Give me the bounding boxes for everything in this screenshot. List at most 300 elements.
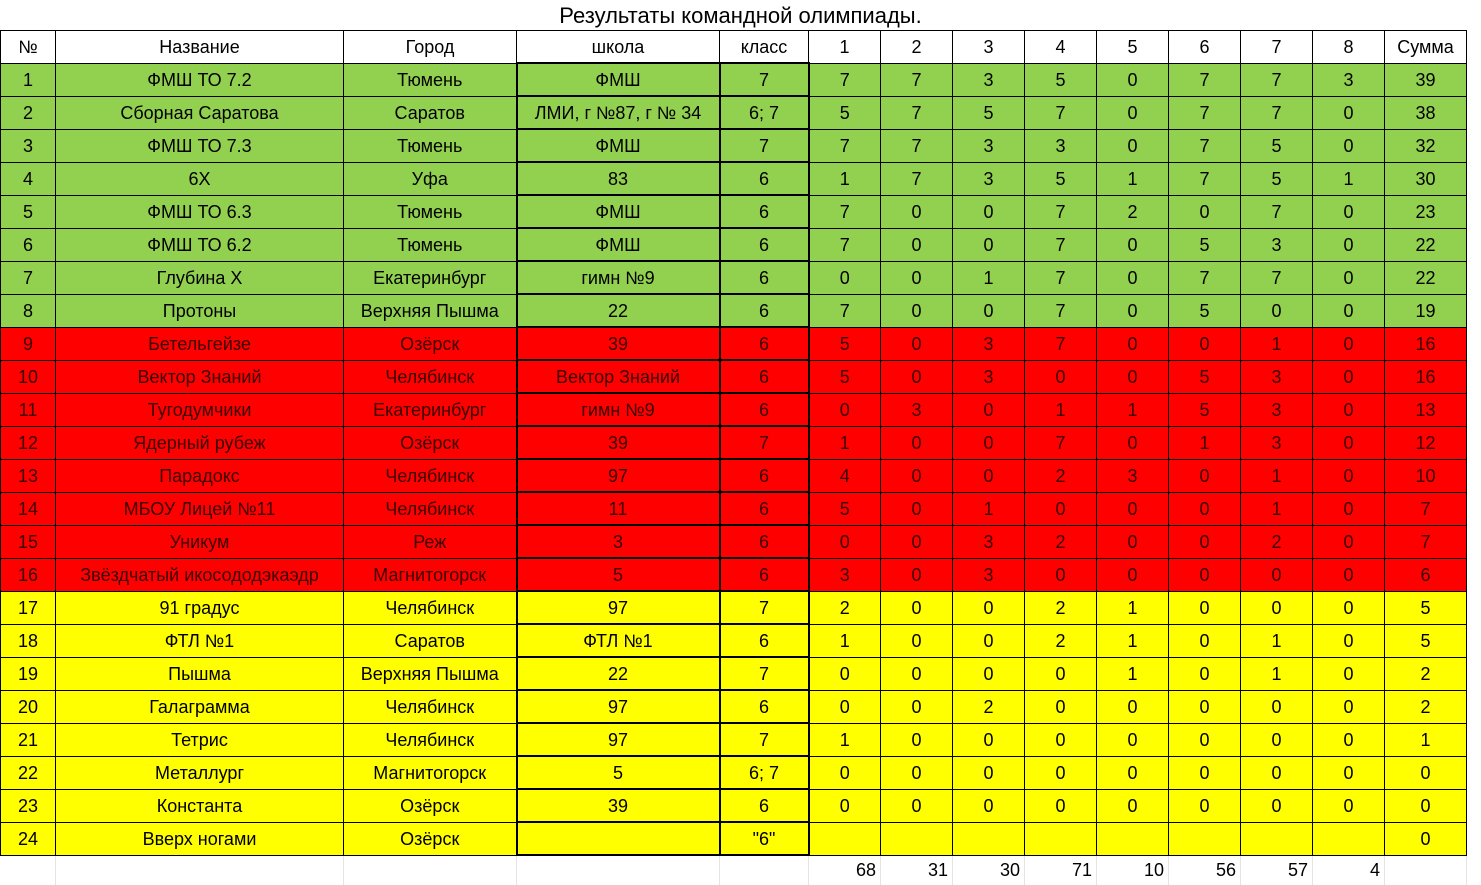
score-cell[interactable]: 7 bbox=[881, 162, 953, 195]
school-cell[interactable]: 11 bbox=[517, 492, 720, 525]
score-cell[interactable]: 0 bbox=[881, 558, 953, 591]
team-name-cell[interactable]: ФТЛ №1 bbox=[56, 624, 344, 657]
city-cell[interactable]: Челябинск bbox=[344, 492, 517, 525]
score-cell[interactable]: 0 bbox=[1241, 558, 1313, 591]
empty-cell[interactable] bbox=[720, 855, 809, 885]
grade-cell[interactable]: 6 bbox=[720, 261, 809, 294]
header-cell[interactable]: Сумма bbox=[1385, 31, 1467, 64]
sum-cell[interactable]: 0 bbox=[1385, 756, 1467, 789]
score-cell[interactable]: 3 bbox=[953, 129, 1025, 162]
score-cell[interactable]: 3 bbox=[1097, 459, 1169, 492]
city-cell[interactable]: Тюмень bbox=[344, 63, 517, 96]
header-cell[interactable]: класс bbox=[720, 31, 809, 64]
score-cell[interactable]: 0 bbox=[809, 393, 881, 426]
score-cell[interactable]: 0 bbox=[1313, 261, 1385, 294]
score-cell[interactable]: 0 bbox=[1313, 195, 1385, 228]
score-cell[interactable]: 0 bbox=[1169, 789, 1241, 822]
score-cell[interactable]: 0 bbox=[1313, 360, 1385, 393]
row-number-cell[interactable]: 6 bbox=[1, 228, 56, 261]
city-cell[interactable]: Челябинск bbox=[344, 690, 517, 723]
team-name-cell[interactable]: Протоны bbox=[56, 294, 344, 327]
team-name-cell[interactable]: Уникум bbox=[56, 525, 344, 558]
score-cell[interactable]: 0 bbox=[1313, 525, 1385, 558]
city-cell[interactable]: Озёрск bbox=[344, 822, 517, 855]
row-number-cell[interactable]: 19 bbox=[1, 657, 56, 690]
header-cell[interactable]: 6 bbox=[1169, 31, 1241, 64]
score-cell[interactable]: 1 bbox=[809, 723, 881, 756]
score-cell[interactable]: 0 bbox=[1097, 228, 1169, 261]
score-cell[interactable]: 0 bbox=[1025, 657, 1097, 690]
grade-cell[interactable]: 6 bbox=[720, 558, 809, 591]
score-cell[interactable]: 5 bbox=[1025, 63, 1097, 96]
score-cell[interactable]: 3 bbox=[953, 558, 1025, 591]
header-cell[interactable]: 1 bbox=[809, 31, 881, 64]
sum-cell[interactable]: 22 bbox=[1385, 261, 1467, 294]
school-cell[interactable]: ФМШ bbox=[517, 129, 720, 162]
team-name-cell[interactable]: Глубина Х bbox=[56, 261, 344, 294]
score-cell[interactable]: 3 bbox=[881, 393, 953, 426]
score-cell[interactable]: 7 bbox=[881, 63, 953, 96]
grade-cell[interactable]: 6 bbox=[720, 624, 809, 657]
city-cell[interactable]: Челябинск bbox=[344, 459, 517, 492]
row-number-cell[interactable]: 3 bbox=[1, 129, 56, 162]
city-cell[interactable]: Магнитогорск bbox=[344, 558, 517, 591]
score-cell[interactable]: 7 bbox=[1241, 261, 1313, 294]
sum-cell[interactable]: 16 bbox=[1385, 327, 1467, 360]
team-name-cell[interactable]: Звёздчатый икосододэкаэдр bbox=[56, 558, 344, 591]
row-number-cell[interactable]: 9 bbox=[1, 327, 56, 360]
score-cell[interactable]: 0 bbox=[1313, 657, 1385, 690]
school-cell[interactable]: 22 bbox=[517, 294, 720, 327]
score-cell[interactable]: 0 bbox=[1313, 294, 1385, 327]
score-cell[interactable]: 0 bbox=[953, 195, 1025, 228]
score-cell[interactable]: 0 bbox=[1025, 789, 1097, 822]
score-cell[interactable]: 7 bbox=[809, 228, 881, 261]
score-cell[interactable]: 0 bbox=[1241, 756, 1313, 789]
team-name-cell[interactable]: 91 градус bbox=[56, 591, 344, 624]
score-cell[interactable]: 7 bbox=[1241, 96, 1313, 129]
score-cell[interactable]: 1 bbox=[1241, 624, 1313, 657]
score-cell[interactable]: 0 bbox=[1097, 690, 1169, 723]
team-name-cell[interactable]: Металлург bbox=[56, 756, 344, 789]
team-name-cell[interactable]: 6Х bbox=[56, 162, 344, 195]
sum-cell[interactable]: 7 bbox=[1385, 492, 1467, 525]
score-cell[interactable]: 0 bbox=[1241, 294, 1313, 327]
school-cell[interactable]: 5 bbox=[517, 756, 720, 789]
score-cell[interactable]: 1 bbox=[1097, 162, 1169, 195]
score-cell[interactable]: 1 bbox=[1025, 393, 1097, 426]
score-cell[interactable]: 0 bbox=[1097, 96, 1169, 129]
total-cell[interactable]: 31 bbox=[881, 855, 953, 885]
school-cell[interactable] bbox=[517, 822, 720, 855]
score-cell[interactable]: 0 bbox=[881, 789, 953, 822]
sum-cell[interactable]: 38 bbox=[1385, 96, 1467, 129]
team-name-cell[interactable]: Пышма bbox=[56, 657, 344, 690]
sum-cell[interactable]: 23 bbox=[1385, 195, 1467, 228]
score-cell[interactable]: 0 bbox=[881, 723, 953, 756]
score-cell[interactable]: 0 bbox=[1169, 492, 1241, 525]
score-cell[interactable]: 0 bbox=[1025, 690, 1097, 723]
score-cell[interactable]: 7 bbox=[809, 294, 881, 327]
score-cell[interactable]: 3 bbox=[1025, 129, 1097, 162]
city-cell[interactable]: Озёрск bbox=[344, 426, 517, 459]
score-cell[interactable]: 0 bbox=[1313, 624, 1385, 657]
sum-cell[interactable]: 19 bbox=[1385, 294, 1467, 327]
row-number-cell[interactable]: 16 bbox=[1, 558, 56, 591]
score-cell[interactable]: 3 bbox=[809, 558, 881, 591]
score-cell[interactable]: 7 bbox=[1241, 63, 1313, 96]
score-cell[interactable]: 0 bbox=[881, 525, 953, 558]
empty-cell[interactable] bbox=[517, 855, 720, 885]
score-cell[interactable] bbox=[1313, 822, 1385, 855]
grade-cell[interactable]: 6 bbox=[720, 327, 809, 360]
score-cell[interactable]: 0 bbox=[953, 789, 1025, 822]
score-cell[interactable] bbox=[1025, 822, 1097, 855]
total-cell[interactable]: 71 bbox=[1025, 855, 1097, 885]
score-cell[interactable]: 0 bbox=[1313, 558, 1385, 591]
score-cell[interactable]: 0 bbox=[1241, 723, 1313, 756]
score-cell[interactable]: 0 bbox=[881, 591, 953, 624]
sum-cell[interactable]: 2 bbox=[1385, 657, 1467, 690]
score-cell[interactable]: 0 bbox=[881, 459, 953, 492]
score-cell[interactable] bbox=[809, 822, 881, 855]
team-name-cell[interactable]: МБОУ Лицей №11 bbox=[56, 492, 344, 525]
score-cell[interactable]: 5 bbox=[809, 96, 881, 129]
team-name-cell[interactable]: Вектор Знаний bbox=[56, 360, 344, 393]
score-cell[interactable]: 7 bbox=[1025, 228, 1097, 261]
city-cell[interactable]: Магнитогорск bbox=[344, 756, 517, 789]
score-cell[interactable]: 3 bbox=[953, 327, 1025, 360]
header-cell[interactable]: 3 bbox=[953, 31, 1025, 64]
score-cell[interactable]: 0 bbox=[1025, 723, 1097, 756]
score-cell[interactable]: 0 bbox=[1313, 789, 1385, 822]
sum-cell[interactable]: 5 bbox=[1385, 591, 1467, 624]
header-cell[interactable]: школа bbox=[517, 31, 720, 64]
score-cell[interactable]: 0 bbox=[953, 723, 1025, 756]
score-cell[interactable]: 0 bbox=[1313, 723, 1385, 756]
team-name-cell[interactable]: ФМШ ТО 7.3 bbox=[56, 129, 344, 162]
school-cell[interactable]: ФМШ bbox=[517, 195, 720, 228]
grade-cell[interactable]: 6 bbox=[720, 690, 809, 723]
score-cell[interactable]: 0 bbox=[1097, 558, 1169, 591]
row-number-cell[interactable]: 2 bbox=[1, 96, 56, 129]
grade-cell[interactable]: "6" bbox=[720, 822, 809, 855]
score-cell[interactable] bbox=[1097, 822, 1169, 855]
row-number-cell[interactable]: 5 bbox=[1, 195, 56, 228]
school-cell[interactable]: ФТЛ №1 bbox=[517, 624, 720, 657]
score-cell[interactable]: 5 bbox=[809, 327, 881, 360]
score-cell[interactable]: 1 bbox=[1241, 492, 1313, 525]
score-cell[interactable]: 0 bbox=[1025, 360, 1097, 393]
score-cell[interactable]: 0 bbox=[1169, 591, 1241, 624]
school-cell[interactable]: гимн №9 bbox=[517, 393, 720, 426]
team-name-cell[interactable]: Бетельгейзе bbox=[56, 327, 344, 360]
row-number-cell[interactable]: 20 bbox=[1, 690, 56, 723]
grade-cell[interactable]: 6 bbox=[720, 162, 809, 195]
row-number-cell[interactable]: 24 bbox=[1, 822, 56, 855]
header-cell[interactable]: № bbox=[1, 31, 56, 64]
score-cell[interactable]: 1 bbox=[1097, 591, 1169, 624]
empty-cell[interactable] bbox=[1, 855, 56, 885]
sum-cell[interactable]: 22 bbox=[1385, 228, 1467, 261]
score-cell[interactable]: 2 bbox=[1097, 195, 1169, 228]
row-number-cell[interactable]: 18 bbox=[1, 624, 56, 657]
grade-cell[interactable]: 6; 7 bbox=[720, 96, 809, 129]
school-cell[interactable]: 83 bbox=[517, 162, 720, 195]
score-cell[interactable]: 0 bbox=[1097, 294, 1169, 327]
score-cell[interactable]: 7 bbox=[1169, 261, 1241, 294]
total-cell[interactable]: 10 bbox=[1097, 855, 1169, 885]
sum-cell[interactable]: 5 bbox=[1385, 624, 1467, 657]
score-cell[interactable]: 0 bbox=[881, 690, 953, 723]
sum-cell[interactable]: 1 bbox=[1385, 723, 1467, 756]
city-cell[interactable]: Верхняя Пышма bbox=[344, 294, 517, 327]
row-number-cell[interactable]: 11 bbox=[1, 393, 56, 426]
grade-cell[interactable]: 6 bbox=[720, 789, 809, 822]
empty-cell[interactable] bbox=[344, 855, 517, 885]
score-cell[interactable]: 0 bbox=[1313, 756, 1385, 789]
score-cell[interactable]: 0 bbox=[809, 789, 881, 822]
score-cell[interactable]: 3 bbox=[1241, 228, 1313, 261]
sum-cell[interactable]: 6 bbox=[1385, 558, 1467, 591]
row-number-cell[interactable]: 13 bbox=[1, 459, 56, 492]
header-cell[interactable]: 5 bbox=[1097, 31, 1169, 64]
score-cell[interactable]: 7 bbox=[1169, 63, 1241, 96]
score-cell[interactable]: 3 bbox=[1241, 360, 1313, 393]
score-cell[interactable]: 7 bbox=[1025, 294, 1097, 327]
school-cell[interactable]: 3 bbox=[517, 525, 720, 558]
score-cell[interactable]: 5 bbox=[953, 96, 1025, 129]
score-cell[interactable]: 7 bbox=[809, 195, 881, 228]
grade-cell[interactable]: 7 bbox=[720, 63, 809, 96]
score-cell[interactable]: 3 bbox=[1313, 63, 1385, 96]
city-cell[interactable]: Саратов bbox=[344, 624, 517, 657]
city-cell[interactable]: Озёрск bbox=[344, 327, 517, 360]
school-cell[interactable]: 97 bbox=[517, 459, 720, 492]
header-cell[interactable]: 7 bbox=[1241, 31, 1313, 64]
score-cell[interactable]: 1 bbox=[1097, 657, 1169, 690]
score-cell[interactable]: 0 bbox=[1313, 393, 1385, 426]
score-cell[interactable]: 0 bbox=[1169, 657, 1241, 690]
score-cell[interactable] bbox=[881, 822, 953, 855]
score-cell[interactable]: 0 bbox=[1313, 492, 1385, 525]
city-cell[interactable]: Екатеринбург bbox=[344, 261, 517, 294]
city-cell[interactable]: Саратов bbox=[344, 96, 517, 129]
score-cell[interactable]: 5 bbox=[1169, 228, 1241, 261]
score-cell[interactable]: 0 bbox=[1169, 624, 1241, 657]
grade-cell[interactable]: 7 bbox=[720, 426, 809, 459]
score-cell[interactable]: 0 bbox=[953, 426, 1025, 459]
empty-cell[interactable] bbox=[1385, 855, 1467, 885]
score-cell[interactable]: 1 bbox=[1241, 327, 1313, 360]
empty-cell[interactable] bbox=[56, 855, 344, 885]
score-cell[interactable]: 0 bbox=[1313, 591, 1385, 624]
team-name-cell[interactable]: Сборная Саратова bbox=[56, 96, 344, 129]
row-number-cell[interactable]: 22 bbox=[1, 756, 56, 789]
score-cell[interactable]: 0 bbox=[881, 195, 953, 228]
grade-cell[interactable]: 7 bbox=[720, 129, 809, 162]
score-cell[interactable] bbox=[1241, 822, 1313, 855]
score-cell[interactable]: 0 bbox=[1313, 129, 1385, 162]
score-cell[interactable]: 0 bbox=[1097, 789, 1169, 822]
team-name-cell[interactable]: Галаграмма bbox=[56, 690, 344, 723]
score-cell[interactable]: 0 bbox=[953, 294, 1025, 327]
score-cell[interactable]: 0 bbox=[1169, 195, 1241, 228]
sum-cell[interactable]: 0 bbox=[1385, 822, 1467, 855]
score-cell[interactable]: 7 bbox=[1025, 96, 1097, 129]
score-cell[interactable]: 4 bbox=[809, 459, 881, 492]
score-cell[interactable]: 1 bbox=[809, 162, 881, 195]
score-cell[interactable]: 5 bbox=[809, 360, 881, 393]
score-cell[interactable]: 0 bbox=[1313, 96, 1385, 129]
score-cell[interactable]: 0 bbox=[953, 756, 1025, 789]
score-cell[interactable]: 0 bbox=[1169, 459, 1241, 492]
row-number-cell[interactable]: 10 bbox=[1, 360, 56, 393]
score-cell[interactable]: 2 bbox=[1025, 459, 1097, 492]
city-cell[interactable]: Челябинск bbox=[344, 723, 517, 756]
sum-cell[interactable]: 10 bbox=[1385, 459, 1467, 492]
grade-cell[interactable]: 6 bbox=[720, 228, 809, 261]
total-cell[interactable]: 4 bbox=[1313, 855, 1385, 885]
score-cell[interactable]: 0 bbox=[1313, 426, 1385, 459]
score-cell[interactable]: 0 bbox=[881, 360, 953, 393]
grade-cell[interactable]: 7 bbox=[720, 723, 809, 756]
score-cell[interactable]: 0 bbox=[881, 756, 953, 789]
score-cell[interactable]: 1 bbox=[1097, 624, 1169, 657]
score-cell[interactable]: 0 bbox=[1169, 756, 1241, 789]
team-name-cell[interactable]: ФМШ ТО 6.3 bbox=[56, 195, 344, 228]
score-cell[interactable]: 0 bbox=[1169, 327, 1241, 360]
score-cell[interactable]: 0 bbox=[881, 327, 953, 360]
score-cell[interactable]: 0 bbox=[809, 657, 881, 690]
score-cell[interactable]: 0 bbox=[953, 459, 1025, 492]
team-name-cell[interactable]: ФМШ ТО 7.2 bbox=[56, 63, 344, 96]
score-cell[interactable]: 1 bbox=[1313, 162, 1385, 195]
header-cell[interactable]: Название bbox=[56, 31, 344, 64]
score-cell[interactable]: 0 bbox=[881, 492, 953, 525]
score-cell[interactable]: 0 bbox=[1097, 492, 1169, 525]
team-name-cell[interactable]: Вверх ногами bbox=[56, 822, 344, 855]
team-name-cell[interactable]: Ядерный рубеж bbox=[56, 426, 344, 459]
city-cell[interactable]: Тюмень bbox=[344, 129, 517, 162]
score-cell[interactable]: 0 bbox=[1241, 789, 1313, 822]
city-cell[interactable]: Уфа bbox=[344, 162, 517, 195]
score-cell[interactable]: 0 bbox=[1313, 327, 1385, 360]
header-cell[interactable]: Город bbox=[344, 31, 517, 64]
score-cell[interactable]: 0 bbox=[809, 525, 881, 558]
team-name-cell[interactable]: Тугодумчики bbox=[56, 393, 344, 426]
score-cell[interactable]: 0 bbox=[881, 228, 953, 261]
header-cell[interactable]: 2 bbox=[881, 31, 953, 64]
score-cell[interactable]: 0 bbox=[953, 624, 1025, 657]
city-cell[interactable]: Верхняя Пышма bbox=[344, 657, 517, 690]
grade-cell[interactable]: 6 bbox=[720, 525, 809, 558]
total-cell[interactable]: 57 bbox=[1241, 855, 1313, 885]
score-cell[interactable]: 3 bbox=[953, 525, 1025, 558]
score-cell[interactable]: 0 bbox=[1025, 492, 1097, 525]
score-cell[interactable]: 5 bbox=[1025, 162, 1097, 195]
score-cell[interactable]: 0 bbox=[1097, 63, 1169, 96]
score-cell[interactable]: 0 bbox=[809, 756, 881, 789]
score-cell[interactable]: 2 bbox=[1025, 591, 1097, 624]
sum-cell[interactable]: 39 bbox=[1385, 63, 1467, 96]
score-cell[interactable]: 7 bbox=[1025, 327, 1097, 360]
grade-cell[interactable]: 7 bbox=[720, 591, 809, 624]
grade-cell[interactable]: 7 bbox=[720, 657, 809, 690]
school-cell[interactable]: 97 bbox=[517, 723, 720, 756]
school-cell[interactable]: гимн №9 bbox=[517, 261, 720, 294]
row-number-cell[interactable]: 4 bbox=[1, 162, 56, 195]
row-number-cell[interactable]: 21 bbox=[1, 723, 56, 756]
grade-cell[interactable]: 6 bbox=[720, 459, 809, 492]
score-cell[interactable]: 0 bbox=[1169, 723, 1241, 756]
score-cell[interactable]: 0 bbox=[809, 261, 881, 294]
grade-cell[interactable]: 6 bbox=[720, 393, 809, 426]
school-cell[interactable]: ЛМИ, г №87, г № 34 bbox=[517, 96, 720, 129]
score-cell[interactable]: 7 bbox=[809, 63, 881, 96]
score-cell[interactable]: 0 bbox=[881, 426, 953, 459]
row-number-cell[interactable]: 1 bbox=[1, 63, 56, 96]
score-cell[interactable]: 0 bbox=[1169, 690, 1241, 723]
score-cell[interactable]: 0 bbox=[881, 294, 953, 327]
score-cell[interactable]: 7 bbox=[1025, 426, 1097, 459]
sum-cell[interactable]: 7 bbox=[1385, 525, 1467, 558]
score-cell[interactable]: 7 bbox=[1241, 195, 1313, 228]
score-cell[interactable]: 7 bbox=[881, 96, 953, 129]
school-cell[interactable]: 39 bbox=[517, 789, 720, 822]
score-cell[interactable]: 0 bbox=[1097, 426, 1169, 459]
score-cell[interactable]: 0 bbox=[1097, 525, 1169, 558]
header-cell[interactable]: 8 bbox=[1313, 31, 1385, 64]
sum-cell[interactable]: 30 bbox=[1385, 162, 1467, 195]
sum-cell[interactable]: 0 bbox=[1385, 789, 1467, 822]
score-cell[interactable]: 2 bbox=[1025, 525, 1097, 558]
total-cell[interactable]: 56 bbox=[1169, 855, 1241, 885]
score-cell[interactable]: 5 bbox=[809, 492, 881, 525]
team-name-cell[interactable]: Константа bbox=[56, 789, 344, 822]
city-cell[interactable]: Тюмень bbox=[344, 195, 517, 228]
score-cell[interactable]: 3 bbox=[1241, 426, 1313, 459]
score-cell[interactable]: 2 bbox=[953, 690, 1025, 723]
score-cell[interactable]: 0 bbox=[881, 657, 953, 690]
city-cell[interactable]: Челябинск bbox=[344, 591, 517, 624]
score-cell[interactable]: 0 bbox=[881, 624, 953, 657]
score-cell[interactable]: 7 bbox=[1169, 162, 1241, 195]
grade-cell[interactable]: 6 bbox=[720, 360, 809, 393]
school-cell[interactable]: 97 bbox=[517, 690, 720, 723]
row-number-cell[interactable]: 7 bbox=[1, 261, 56, 294]
score-cell[interactable]: 3 bbox=[953, 162, 1025, 195]
score-cell[interactable]: 0 bbox=[1097, 327, 1169, 360]
score-cell[interactable]: 7 bbox=[881, 129, 953, 162]
school-cell[interactable]: 39 bbox=[517, 426, 720, 459]
row-number-cell[interactable]: 8 bbox=[1, 294, 56, 327]
score-cell[interactable]: 0 bbox=[1097, 360, 1169, 393]
sum-cell[interactable]: 2 bbox=[1385, 690, 1467, 723]
score-cell[interactable]: 7 bbox=[1025, 195, 1097, 228]
score-cell[interactable] bbox=[953, 822, 1025, 855]
sum-cell[interactable]: 32 bbox=[1385, 129, 1467, 162]
total-cell[interactable]: 30 bbox=[953, 855, 1025, 885]
score-cell[interactable]: 5 bbox=[1241, 129, 1313, 162]
score-cell[interactable] bbox=[1169, 822, 1241, 855]
score-cell[interactable]: 5 bbox=[1169, 360, 1241, 393]
school-cell[interactable]: Вектор Знаний bbox=[517, 360, 720, 393]
score-cell[interactable]: 0 bbox=[1025, 558, 1097, 591]
city-cell[interactable]: Реж bbox=[344, 525, 517, 558]
score-cell[interactable]: 5 bbox=[1169, 393, 1241, 426]
row-number-cell[interactable]: 23 bbox=[1, 789, 56, 822]
